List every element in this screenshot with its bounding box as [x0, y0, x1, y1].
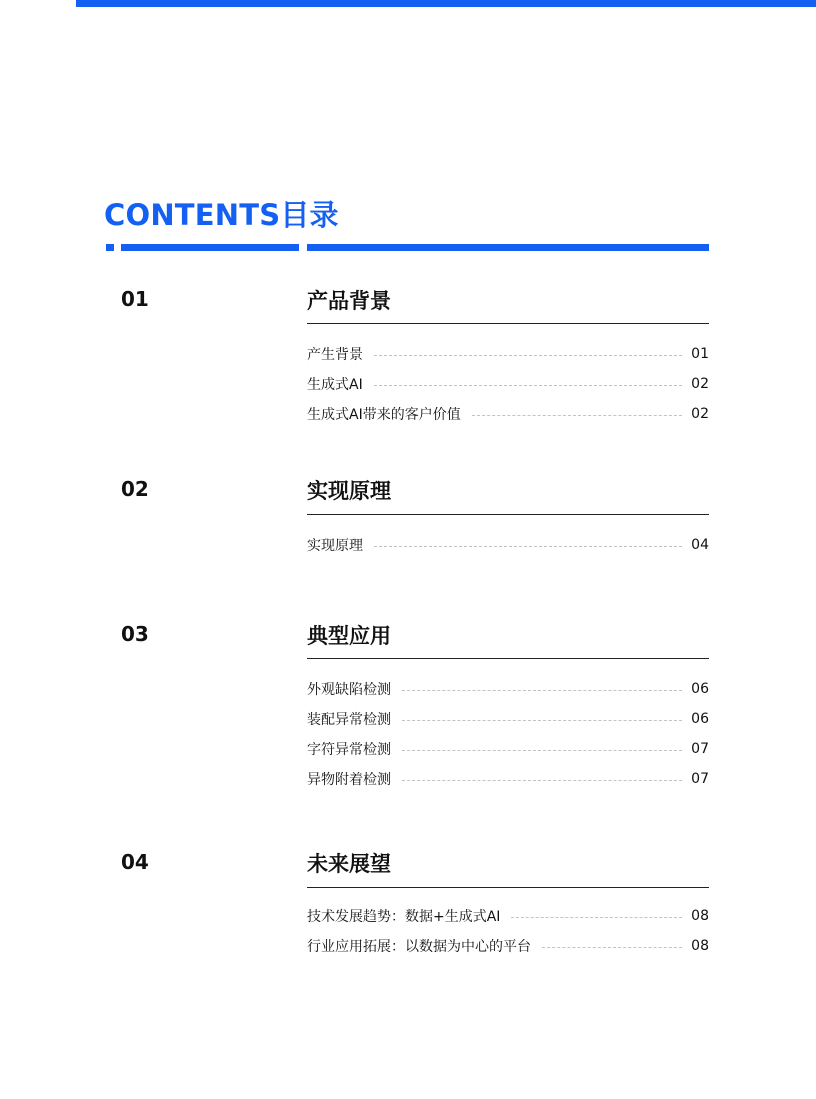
dotted-leader — [402, 690, 682, 691]
toc-entry[interactable] — [307, 535, 709, 555]
dotted-leader — [472, 415, 682, 416]
section-number: 04 — [121, 850, 149, 874]
toc-entry-page: 07 — [691, 771, 709, 787]
section-divider — [307, 887, 709, 888]
title-rule-long — [307, 244, 709, 251]
toc-entry[interactable] — [307, 769, 709, 789]
toc-entry-label: 异物附着检测 — [307, 772, 391, 788]
toc-entry[interactable] — [307, 679, 709, 699]
toc-entry-label: 字符异常检测 — [307, 742, 391, 758]
section-title: 典型应用 — [307, 624, 391, 648]
toc-entry[interactable] — [307, 344, 709, 364]
dotted-leader — [374, 385, 682, 386]
toc-entry-page: 08 — [691, 908, 709, 924]
section-title: 产品背景 — [307, 289, 391, 313]
toc-entry-label: 生成式AI — [307, 377, 363, 393]
section-number: 02 — [121, 477, 149, 501]
section-divider — [307, 323, 709, 324]
toc-entry-label: 外观缺陷检测 — [307, 682, 391, 698]
toc-entry[interactable] — [307, 404, 709, 424]
toc-entry-page: 02 — [691, 406, 709, 422]
top-accent-bar — [76, 0, 816, 7]
section-number: 01 — [121, 287, 149, 311]
dotted-leader — [374, 546, 682, 547]
toc-entry-page: 04 — [691, 537, 709, 553]
toc-entry-page: 08 — [691, 938, 709, 954]
dotted-leader — [402, 780, 682, 781]
toc-entry-page: 01 — [691, 346, 709, 362]
toc-entry-label: 实现原理 — [307, 538, 363, 554]
dotted-leader — [511, 917, 682, 918]
toc-entry-label: 技术发展趋势：数据+生成式AI — [307, 909, 501, 925]
toc-entry-page: 07 — [691, 741, 709, 757]
toc-entry[interactable] — [307, 739, 709, 759]
toc-entry-label: 产生背景 — [307, 347, 363, 363]
section-divider — [307, 514, 709, 515]
toc-entry-page: 06 — [691, 711, 709, 727]
title-rule-short — [121, 244, 299, 251]
toc-entry-label: 生成式AI带来的客户价值 — [307, 407, 461, 423]
toc-entry-page: 06 — [691, 681, 709, 697]
toc-entry-label: 行业应用拓展：以数据为中心的平台 — [307, 939, 531, 955]
section-title: 实现原理 — [307, 479, 391, 503]
dotted-leader — [542, 947, 682, 948]
title-rule-square — [106, 244, 114, 251]
dotted-leader — [402, 750, 682, 751]
dotted-leader — [374, 355, 682, 356]
toc-entry[interactable] — [307, 936, 709, 956]
toc-entry-label: 装配异常检测 — [307, 712, 391, 728]
toc-entry-page: 02 — [691, 376, 709, 392]
section-number: 03 — [121, 622, 149, 646]
dotted-leader — [402, 720, 682, 721]
toc-entry[interactable] — [307, 906, 709, 926]
page-title: CONTENTS目录 — [104, 198, 339, 232]
section-title: 未来展望 — [307, 852, 391, 876]
toc-entry[interactable] — [307, 709, 709, 729]
toc-entry[interactable] — [307, 374, 709, 394]
section-divider — [307, 658, 709, 659]
